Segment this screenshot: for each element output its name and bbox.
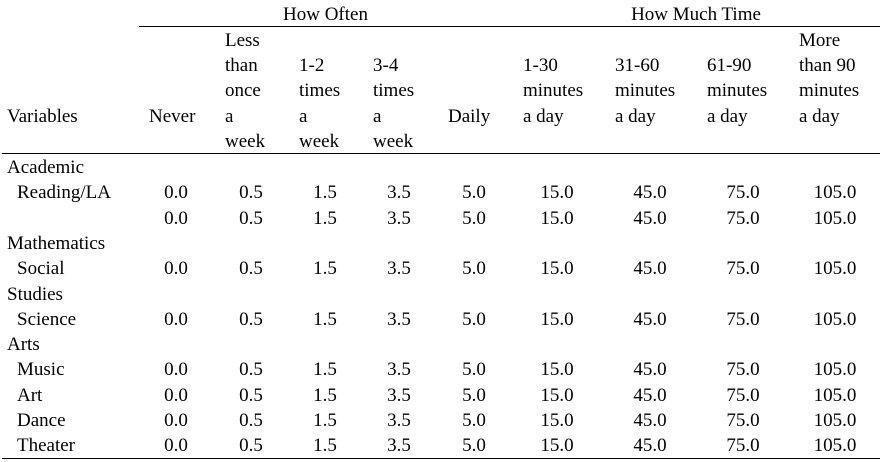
table-cell: 45.0: [633, 182, 667, 203]
table-bottom-rule: [2, 458, 880, 459]
table-cell: 5.0: [462, 410, 486, 431]
header-bottom-rule: [2, 153, 880, 154]
header-31-60-line: 31-60: [615, 55, 660, 76]
table-cell: 3.5: [387, 385, 411, 406]
header-more-90-line: minutes: [799, 80, 860, 101]
table-cell: 1.5: [313, 385, 337, 406]
table-cell: 15.0: [540, 208, 574, 229]
header-one-two-line: a: [299, 106, 308, 127]
header-less-than-once-line: week: [225, 131, 266, 152]
table-cell: 105.0: [813, 410, 857, 431]
row-label: Art: [17, 385, 43, 406]
table-cell: 0.5: [239, 182, 263, 203]
header-variables: Variables: [7, 106, 78, 127]
table-cell: 15.0: [540, 435, 574, 456]
row-label: Reading/LA: [17, 182, 111, 203]
table-cell: 15.0: [540, 182, 574, 203]
table-cell: 0.0: [164, 182, 188, 203]
header-one-two-line: 1-2: [299, 55, 325, 76]
table-cell: 75.0: [726, 182, 760, 203]
row-label: Arts: [7, 334, 40, 355]
table-cell: 0.5: [239, 385, 263, 406]
header-1-30-line: a day: [523, 106, 564, 127]
table-cell: 105.0: [813, 359, 857, 380]
header-1-30-line: minutes: [523, 80, 584, 101]
table-cell: 5.0: [462, 208, 486, 229]
row-label: Theater: [17, 435, 76, 456]
header-one-two-line: week: [299, 131, 340, 152]
header-less-than-once-line: than: [225, 55, 258, 76]
header-three-four-line: week: [373, 131, 414, 152]
table-cell: 0.0: [164, 410, 188, 431]
table-cell: 0.0: [164, 435, 188, 456]
row-label: Academic: [7, 157, 85, 178]
table-cell: 15.0: [540, 309, 574, 330]
table-cell: 15.0: [540, 258, 574, 279]
row-label: Music: [17, 359, 65, 380]
table-cell: 3.5: [387, 182, 411, 203]
table-cell: 5.0: [462, 435, 486, 456]
table-cell: 0.5: [239, 258, 263, 279]
table-cell: 3.5: [387, 208, 411, 229]
table-cell: 0.5: [239, 359, 263, 380]
table-cell: 5.0: [462, 359, 486, 380]
header-more-90-line: More: [799, 30, 841, 51]
table-cell: 75.0: [726, 258, 760, 279]
table-cell: 45.0: [633, 309, 667, 330]
table-cell: 45.0: [633, 359, 667, 380]
row-label: Dance: [17, 410, 66, 431]
table-cell: 5.0: [462, 182, 486, 203]
table-cell: 0.5: [239, 435, 263, 456]
header-61-90-line: minutes: [707, 80, 768, 101]
table-cell: 75.0: [726, 309, 760, 330]
table-cell: 75.0: [726, 359, 760, 380]
group-how-much-time: How Much Time: [631, 4, 761, 25]
table-cell: 1.5: [313, 182, 337, 203]
table-cell: 75.0: [726, 435, 760, 456]
header-61-90-line: 61-90: [707, 55, 752, 76]
table-cell: 0.0: [164, 359, 188, 380]
table-cell: 45.0: [633, 208, 667, 229]
row-label: Social: [17, 258, 65, 279]
table-cell: 1.5: [313, 208, 337, 229]
header-never: Never: [149, 106, 196, 127]
table-cell: 105.0: [813, 435, 857, 456]
table-cell: 75.0: [726, 208, 760, 229]
table-cell: 15.0: [540, 410, 574, 431]
table-cell: 0.5: [239, 208, 263, 229]
table-cell: 0.5: [239, 309, 263, 330]
table-cell: 45.0: [633, 385, 667, 406]
table-cell: 3.5: [387, 410, 411, 431]
row-label: Studies: [7, 284, 63, 305]
table-cell: 75.0: [726, 385, 760, 406]
table-cell: 3.5: [387, 258, 411, 279]
table-cell: 0.5: [239, 410, 263, 431]
table-cell: 105.0: [813, 309, 857, 330]
header-three-four-line: a: [373, 106, 382, 127]
table-cell: 0.0: [164, 208, 188, 229]
table-cell: 0.0: [164, 309, 188, 330]
header-31-60-line: a day: [615, 106, 656, 127]
table-cell: 45.0: [633, 435, 667, 456]
header-more-90-line: a day: [799, 106, 840, 127]
row-label: Mathematics: [7, 233, 106, 254]
header-less-than-once-line: once: [225, 80, 261, 101]
header-one-two-line: times: [299, 80, 341, 101]
row-label: Science: [17, 309, 77, 330]
table-cell: 1.5: [313, 410, 337, 431]
header-three-four-line: times: [373, 80, 415, 101]
table-cell: 105.0: [813, 182, 857, 203]
table-cell: 3.5: [387, 309, 411, 330]
table-cell: 5.0: [462, 309, 486, 330]
table-cell: 45.0: [633, 410, 667, 431]
group-how-often: How Often: [283, 4, 368, 25]
table-cell: 45.0: [633, 258, 667, 279]
table-cell: 1.5: [313, 359, 337, 380]
table-cell: 5.0: [462, 385, 486, 406]
table-cell: 3.5: [387, 435, 411, 456]
header-three-four-line: 3-4: [373, 55, 399, 76]
table-cell: 15.0: [540, 385, 574, 406]
table-cell: 15.0: [540, 359, 574, 380]
table-cell: 105.0: [813, 208, 857, 229]
table-cell: 0.0: [164, 385, 188, 406]
table-cell: 1.5: [313, 435, 337, 456]
header-less-than-once-line: a: [225, 106, 234, 127]
table-cell: 5.0: [462, 258, 486, 279]
table-cell: 1.5: [313, 309, 337, 330]
table-cell: 3.5: [387, 359, 411, 380]
table-cell: 0.0: [164, 258, 188, 279]
table-cell: 105.0: [813, 258, 857, 279]
table-cell: 1.5: [313, 258, 337, 279]
table-cell: 105.0: [813, 385, 857, 406]
header-more-90-line: than 90: [799, 55, 856, 76]
table-cell: 75.0: [726, 410, 760, 431]
header-less-than-once-line: Less: [225, 30, 260, 51]
header-61-90-line: a day: [707, 106, 748, 127]
header-daily: Daily: [448, 106, 491, 127]
header-1-30-line: 1-30: [523, 55, 558, 76]
header-31-60-line: minutes: [615, 80, 676, 101]
